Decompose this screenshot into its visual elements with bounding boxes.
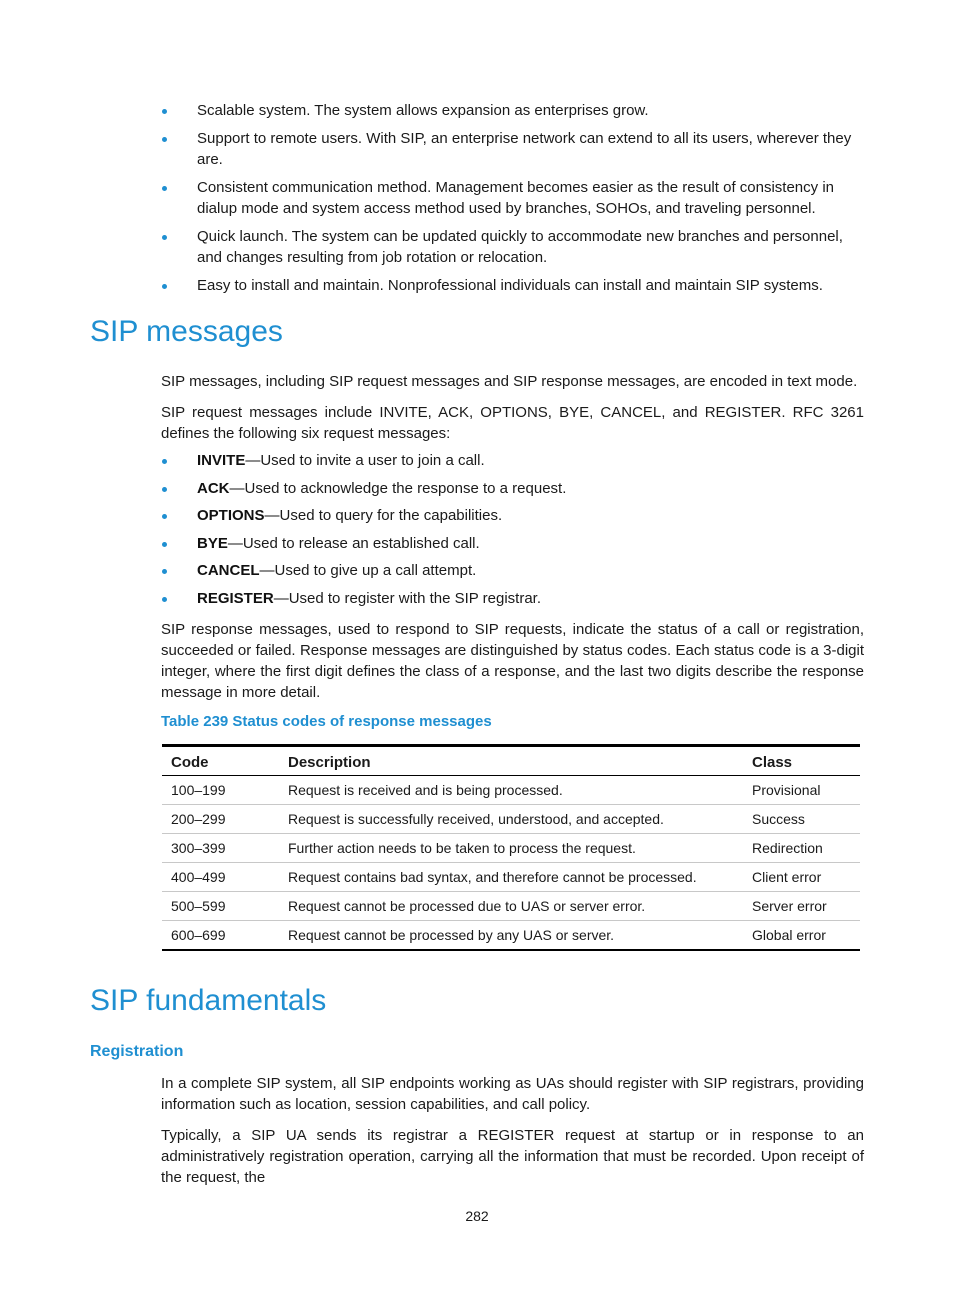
bullet-dot-icon [162, 542, 167, 547]
list-item: OPTIONS—Used to query for the capabilities. [161, 505, 864, 526]
section-heading-sip-fundamentals: SIP fundamentals [90, 984, 327, 1017]
cell-class: Global error [752, 927, 826, 943]
table-row [162, 863, 860, 892]
list-item: INVITE—Used to invite a user to join a call. [161, 450, 864, 471]
request-term: ACK [197, 479, 230, 497]
request-term: CANCEL [197, 562, 260, 580]
bullet-dot-icon [162, 597, 167, 602]
request-term: BYE [197, 534, 228, 552]
list-item: Easy to install and maintain. Nonprofessional individuals can install and maintain SIP systems. [161, 275, 864, 296]
paragraph: SIP messages, including SIP request messages and SIP response messages, are encoded in text mode. [161, 373, 858, 390]
paragraph: SIP request messages include INVITE, ACK, OPTIONS, BYE, CANCEL, and REGISTER. RFC 3261 defines the following six request messages: [161, 404, 864, 442]
bullet-dot-icon [162, 514, 167, 519]
cell-class: Redirection [743, 834, 860, 863]
cell-code: 200–299 [162, 805, 279, 834]
paragraph: SIP response messages, used to respond to SIP requests, indicate the status of a call or registration, succeeded or failed. Response messages are distinguished by status codes. Each status code is a 3-digit integer, where the first digit defines the class of a response, and the last two digits describe the response message in more detail. [161, 621, 864, 701]
bullet-dot-icon [162, 186, 167, 191]
cell-description: Request cannot be processed by any UAS or server. [288, 927, 615, 943]
table-row [162, 805, 860, 834]
list-item: BYE—Used to release an established call. [161, 533, 864, 554]
cell-class: Server error [743, 892, 860, 921]
paragraph: Typically, a SIP UA sends its registrar a REGISTER request at startup or in response to an administratively registration operation, carrying all the information that must be recorded. Upon receipt of the request, the [161, 1127, 864, 1186]
cell-code: 100–199 [162, 776, 279, 805]
table-row [162, 921, 860, 951]
list-item: Support to remote users. With SIP, an enterprise network can extend to all its users, wherever they are. [161, 128, 864, 170]
cell-code: 600–699 [171, 927, 226, 943]
request-message-list [161, 450, 864, 616]
table-row [162, 776, 860, 805]
cell-description: Request cannot be processed due to UAS or server error. [279, 892, 743, 921]
request-term: OPTIONS [197, 507, 265, 525]
bullet-dot-icon [162, 235, 167, 240]
cell-code: 300–399 [162, 834, 279, 863]
table-row [162, 834, 860, 863]
request-term: REGISTER [197, 589, 274, 607]
subsection-heading-registration: Registration [90, 1043, 184, 1060]
cell-code: 500–599 [162, 892, 279, 921]
column-header-class: Class [743, 746, 860, 776]
list-item: CANCEL—Used to give up a call attempt. [161, 560, 864, 581]
table-row [162, 892, 860, 921]
bullet-dot-icon [162, 569, 167, 574]
bullet-dot-icon [162, 487, 167, 492]
list-item: Quick launch. The system can be updated quickly to accommodate new branches and personnel, and changes resulting from job rotation or relocation. [161, 226, 864, 268]
paragraph: In a complete SIP system, all SIP endpoints working as UAs should register with SIP registrars, providing information such as location, session capabilities, and call policy. [161, 1075, 864, 1113]
list-item: Scalable system. The system allows expansion as enterprises grow. [161, 100, 864, 121]
list-item: Consistent communication method. Management becomes easier as the result of consistency in dialup mode and system access method used by branches, SOHOs, and traveling personnel. [161, 177, 864, 219]
cell-description: Request contains bad syntax, and therefore cannot be processed. [279, 863, 743, 892]
status-codes-table [162, 744, 860, 951]
cell-class: Client error [743, 863, 860, 892]
list-item: ACK—Used to acknowledge the response to a request. [161, 478, 864, 499]
bullet-dot-icon [162, 109, 167, 114]
cell-description: Request is successfully received, understood, and accepted. [279, 805, 743, 834]
request-term: INVITE [197, 452, 246, 469]
cell-description: Request is received and is being processed. [279, 776, 743, 805]
feature-bullet-list [161, 100, 864, 303]
bullet-dot-icon [162, 284, 167, 289]
list-item: REGISTER—Used to register with the SIP registrar. [161, 588, 864, 609]
page-number: 282 [465, 1208, 489, 1224]
table-caption: Table 239 Status codes of response messages [161, 713, 492, 730]
cell-description: Further action needs to be taken to process the request. [279, 834, 743, 863]
cell-class: Success [743, 805, 860, 834]
column-header-description: Description [279, 746, 743, 776]
column-header-code: Code [162, 746, 279, 776]
cell-class: Provisional [743, 776, 860, 805]
bullet-dot-icon [162, 137, 167, 142]
bullet-dot-icon [162, 459, 167, 464]
table-header-row [162, 746, 860, 776]
cell-code: 400–499 [162, 863, 279, 892]
section-heading-sip-messages: SIP messages [90, 315, 283, 348]
